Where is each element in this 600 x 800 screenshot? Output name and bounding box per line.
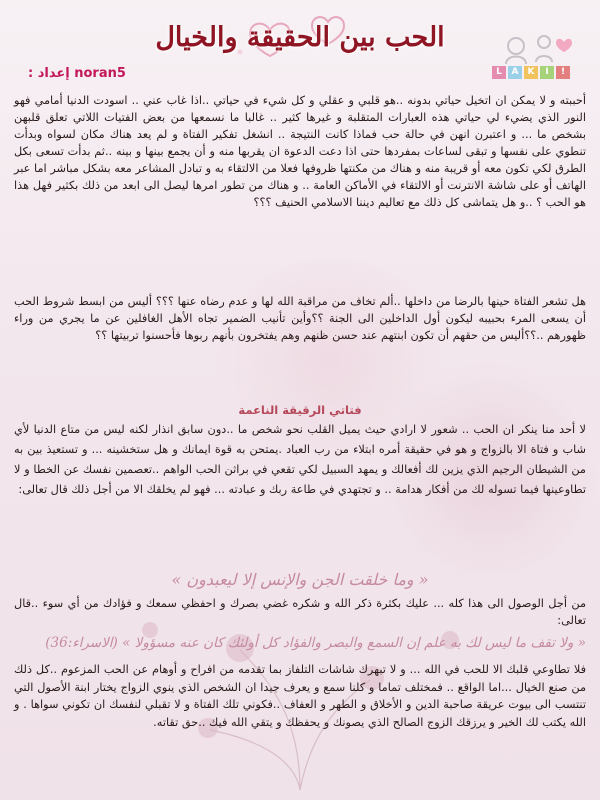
quran-verse: « ولا تقف ما ليس لك به علم إن السمع والبصر والفؤاد كل أولئك كان عنه مسؤولا » (الاسراء:36) [45, 635, 586, 651]
logo-letters [492, 66, 570, 79]
logo-letter: ! [556, 66, 570, 79]
paragraph: أحببته و لا يمكن ان اتخيل حياتي بدونه ..هو قلبي و عقلي و كل شيء في حياتي ..اذا غاب عني .. اسودت الدنيا أمامي فهو النور الذي يضيء لي حياتي هذه العبارات المتقلبة و غيرها كثير .. غالبا ما نسمعها من بعض الفتيات اللاتي تعلق قلبهن بشخص ما ... و اعتبرن انهن في حالة حب فماذا كانت النتيجة .. انشغل تفكير الفتاة و لم يعد هناك مكان لسواه وبدأت تنطوي على نفسها و تبقى لساعات بمفردها حتى اذا دعت الدعوة ان يقربها منه و أن يجمع بينها و بينه ..ثم بدأت تسعى بكل الطرق لكي تكون معه أو قريبة منه و هناك من مكنتها ظروفها فعلا من الالتقاء به و تبادل المشاعر معه بشكل مباشر اما عبر الهاتف أو على شاشة الانترنت أو الالتقاء في الأماكن العامة .. و هناك من تطور امرها ليصل الى ابعد من ذلك بكثير فهل هذا هو الحب ؟ ..و هل يتماشى كل ذلك مع تعاليم ديننا الاسلامي الحنيف ؟؟؟ [14, 94, 586, 209]
page-title: الحب بين الحقيقة والخيال [155, 22, 445, 53]
paragraph: فلا تطاوعي قلبك الا للحب في الله ... و لا تبهرك شاشات التلفاز بما تقدمه من افراح و أوهام عن الحب المزعوم ..كل ذلك من صنع الخيال ...اما الواقع .. فمختلف تماما و كلنا سمع و يعرف جيدا ان الشخص الذي ينوي الزواج يختار ابنة الأصول التي تنتسب الى بيوت عريقة صاحبة الدين و الأخلاق و الطهر و العفاف ..فكوني تلك الفتاة و لا تقبلي لنفسك ان تكوني سواها . و الله يكتب لك الخير و يرزقك الزوج الصالح الذي يصونك و يحفظك و يتقي الله فيك ..حق تقاته. [14, 663, 586, 729]
girl-silhouette-icon [486, 28, 586, 68]
author-name: noran5 [74, 66, 126, 81]
paragraph: لا أحد منا ينكر ان الحب .. شعور لا ارادي حيث يميل القلب نحو شخص ما ..دون سابق انذار لكنه ليس من متاع الدنيا لأي شاب و فتاة الا بالزواج و هو في حقيقة أمره ابتلاء من رب العباد .يمتحن به قوة ايمانك و هل ستخشينه ... و تستعيذ بين به من الشيطان الرجيم الذي يزين لك أفعالك و يمهد السبيل لكي تقعي في براثن الحب الواهم ..تعصمين نفسك عن الخطا و لا تطاوعينها فيما تسوله لك من أفكار هدامة .. و تجتهدي في طاعة ربك و عبادته ... فهو لم يخلقك الا من أجل ذلك قال تعالى: [14, 423, 586, 496]
paragraph: هل تشعر الفتاة حينها بالرضا من داخلها ..ألم تخاف من مراقبة الله لها و عدم رضاه عنها ؟؟؟ أليس من ابسط شروط الحب أن يسعى المرء بحبيبه ليكون أول الداخلين الى الجنة ؟؟وأين تأنيب الضمير تجاه الأهل الغافلين عن ما يجري من وراء ظهورهم ..؟؟أليس من حقهم أن تكون ابنتهم عند حسن ظنهم وهم يفتخرون بأنهم ربوها فأحسنوا تربيتها ؟؟ [14, 295, 586, 342]
section-title: فتاتي الرقيقة الناعمة [238, 403, 362, 417]
author-credit [24, 66, 126, 81]
logo-letter: L [492, 66, 506, 79]
logo-letter: I [540, 66, 554, 79]
quran-verse: « وما خلقت الجن والإنس إلا ليعبدون » [171, 570, 429, 589]
paragraph: من أجل الوصول الى هذا كله ... عليك بكثرة ذكر الله و شكره غضي بصرك و احفظي سمعك و فؤادك من أي سوء ..قال تعالى: [14, 597, 586, 627]
site-logo [486, 28, 586, 84]
logo-letter: K [524, 66, 538, 79]
logo-letter: A [508, 66, 522, 79]
header [0, 0, 600, 90]
author-label: إعداد : [28, 66, 70, 81]
